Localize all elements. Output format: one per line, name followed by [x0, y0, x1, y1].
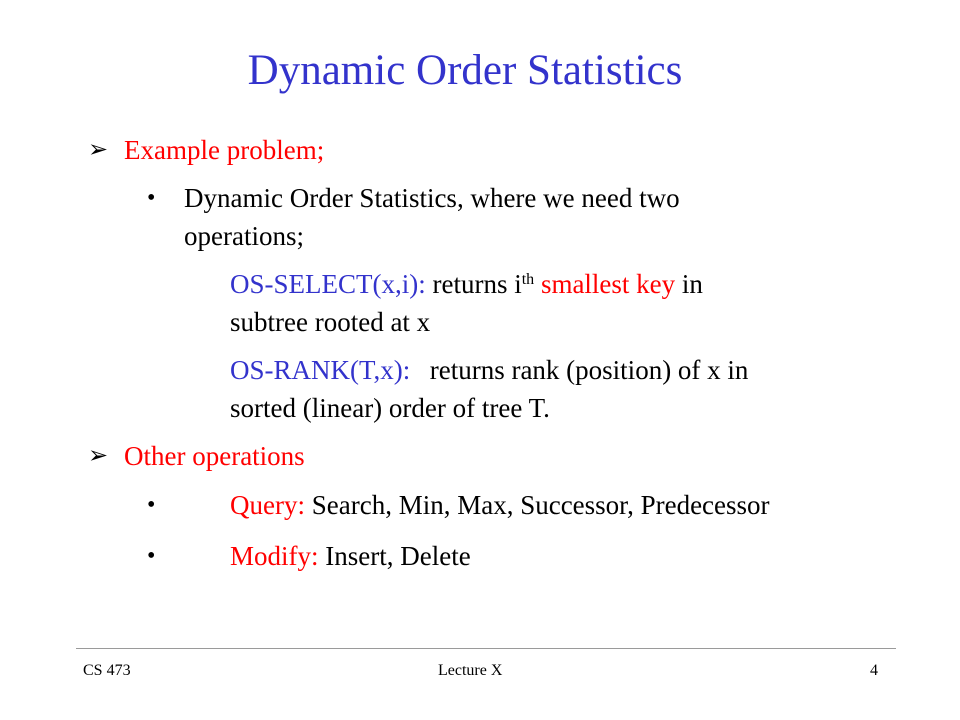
modify-line [230, 538, 471, 574]
os-rank-line [230, 352, 748, 388]
os-select-superscript: th [521, 271, 535, 288]
arrowhead-bullet-icon: ➢ [88, 443, 109, 469]
footer-lecture: Lecture X [438, 662, 503, 679]
os-select-name: OS-SELECT(x,i): [230, 269, 426, 299]
item-text-line1: Dynamic Order Statistics, where we need two [184, 183, 680, 213]
os-select-desc-post: in [681, 269, 703, 299]
os-rank-desc-line1: returns rank (position) of x in [429, 355, 749, 385]
os-select-line [230, 266, 703, 302]
dot-bullet-icon: • [147, 492, 156, 518]
arrowhead-bullet-icon: ➢ [88, 137, 109, 163]
item-text-line2: operations; [184, 221, 304, 251]
footer-course: CS 473 [83, 662, 131, 679]
modify-text: Insert, Delete [325, 541, 471, 571]
query-line [230, 487, 770, 523]
dot-bullet-icon: • [147, 543, 156, 569]
os-select-desc-pre: returns i [432, 269, 522, 299]
os-rank-name: OS-RANK(T,x): [230, 355, 411, 385]
os-rank-line2: sorted (linear) order of tree T. [230, 393, 550, 423]
section-heading-other: Other operations [124, 441, 305, 471]
os-select-highlight: smallest key [540, 269, 676, 299]
os-select-line2: subtree rooted at x [230, 307, 431, 337]
footer-divider [76, 648, 896, 649]
query-text: Search, Min, Max, Successor, Predecessor [311, 490, 770, 520]
footer-page-number: 4 [870, 662, 878, 679]
slide-title: Dynamic Order Statistics [247, 47, 683, 94]
query-label: Query: [230, 490, 305, 520]
dot-bullet-icon: • [147, 185, 156, 211]
section-heading-example: Example problem; [124, 135, 325, 165]
modify-label: Modify: [230, 541, 319, 571]
